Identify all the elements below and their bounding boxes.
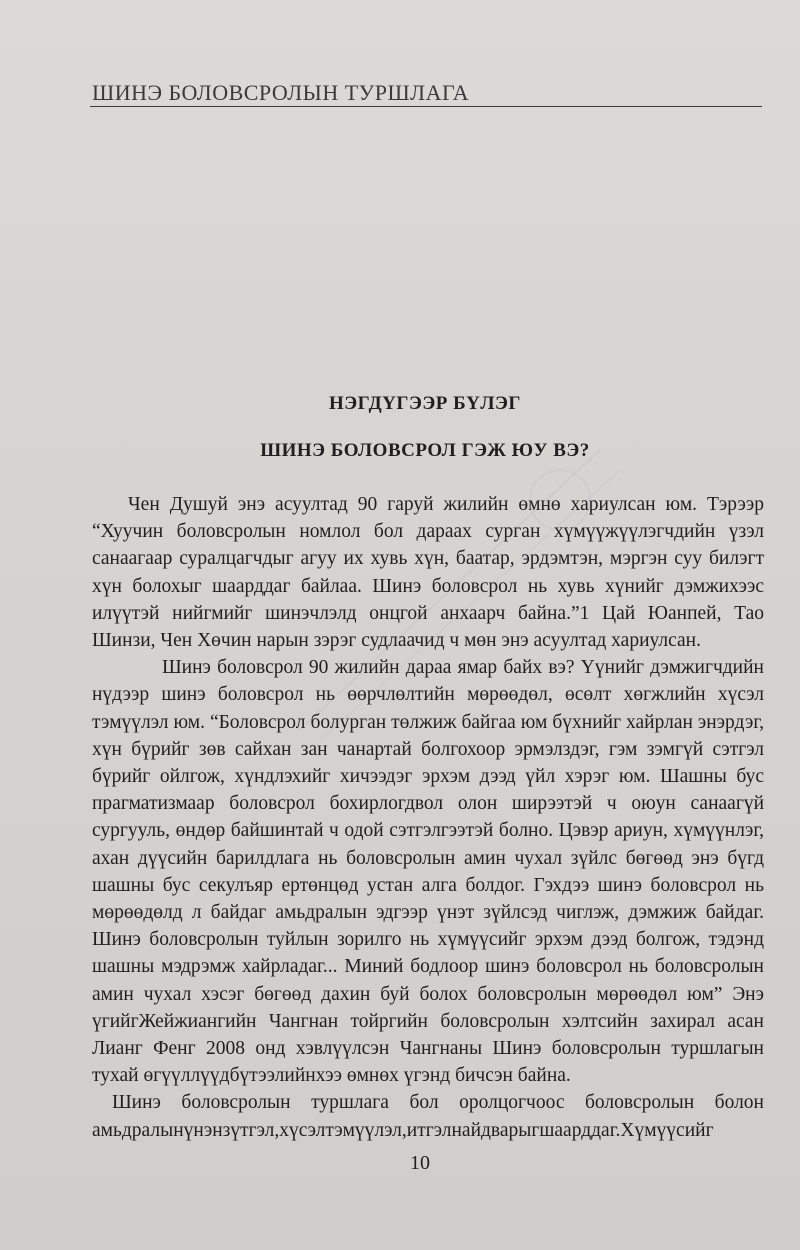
chapter-title: ШИНЭ БОЛОВСРОЛ ГЭЖ ЮУ ВЭ? <box>260 440 590 461</box>
page-number: 10 <box>410 1152 430 1174</box>
paragraph-1: Чен Душуй энэ асуултад 90 гаруй жилийн өмнө хариулсан юм. Тэрээр “Хуучин боловсролын номлол бол дараах сурган хүмүүжүүлэгчдийн үзэл санаагаар суралцагчдыг агуу их хувь хүн, баатар, эрдэмтэн, мэргэн суу билэгт хүн болохыг шаарддаг байлаа. Шинэ боловсрол нь хувь хүнийг дэмжихээс илүүтэй нийгмийг шинэчлэлд онцгой анхаарч байна.”1 Цай Юанпей, Тао Шинзи, Чен Хөчин нарын зэрэг судлаачид ч мөн энэ асуултад хариулсан. <box>92 494 764 652</box>
paragraph-2: Шинэ боловсрол 90 жилийн дараа ямар байх вэ? Үүнийг дэмжигчдийн нүдээр шинэ боловсрол нь өөрчлөлтийн мөрөөдөл, өсөлт хөгжлийн хүсэл тэмүүлэл юм. “Боловсрол болурган төлжиж байгаа юм бүхнийг хайрлан энэрдэг, хүн бүрийг зөв сайхан зан чанартай болгохоор эрмэлздэг, гэм зэмгүй сэтгэл бүрийг ойлгож, хүндлэхийг хичээдэг эрхэм дээд үйл хэрэг юм. Шашны бус прагматизмаар боловсрол бохирлогдвол олон ширээтэй ч оюун санаагүй сургууль, өндөр байшинтай ч одой сэтгэлгээтэй болно. Цэвэр ариун, хүмүүнлэг, ахан дүүсийн барилдлага нь боловсролын амин чухал зүйлс бөгөөд энэ бүгд шашны бус секулъяр ертөнцөд устан алга болдог. Гэхдээ шинэ боловсрол нь мөрөөдөлд л байдаг амьдралын эдгээр үнэт зүйлсэд чиглэж, дэмжиж байдаг. Шинэ боловсролын туйлын зорилго нь хүмүүсийг эрхэм дээд болгож, тэдэнд шашны мэдрэмж хайрладаг... Миний бодлоор шинэ боловсрол нь боловсролын амин чухал хэсэг бөгөөд дахин буй болох боловсролын мөрөөдөл юм” Энэ үгийгЖейжиангийн Чангнан тойргийн боловсролын хэлтсийн захирал асан Лианг Фенг 2008 онд хэвлүүлсэн Чангнаны Шинэ боловсролын туршлагын тухай өгүүллүүдбүтээлийнхээ өмнөх үгэнд бичсэн байна. <box>92 657 764 1087</box>
body-text <box>92 491 764 1144</box>
chapter-label: НЭГДҮГЭЭР БҮЛЭГ <box>328 393 521 414</box>
paragraph-3: Шинэ боловсролын туршлага бол оролцогчоос боловсролын болон амьдралынүнэнзүтгэл,хүсэлтэмүүлэл,итгэлнайдварыгшаарддаг.Хүмүүсийг <box>92 1092 764 1141</box>
header-rule <box>90 106 762 107</box>
running-header: ШИНЭ БОЛОВСРОЛЫН ТУРШЛАГА <box>92 80 470 105</box>
